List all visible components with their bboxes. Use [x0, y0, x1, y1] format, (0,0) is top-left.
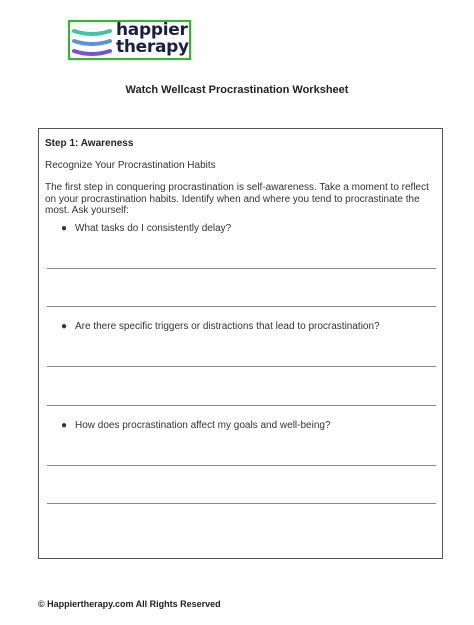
question-item: [61, 321, 380, 332]
section-subtitle: Recognize Your Procrastination Habits: [45, 160, 216, 171]
question-text: How does procrastination affect my goals and well-being?: [75, 420, 331, 431]
answer-line[interactable]: [47, 306, 436, 307]
copyright-footer: © Happiertherapy.com All Rights Reserved: [38, 599, 221, 609]
question-item: [61, 223, 231, 234]
logo-word-2: therapy: [116, 37, 189, 57]
bullet-icon: ●: [61, 420, 68, 431]
answer-line[interactable]: [47, 405, 436, 406]
question-item: [61, 420, 331, 431]
question-text: What tasks do I consistently delay?: [75, 223, 232, 234]
answer-line[interactable]: [47, 503, 436, 504]
worksheet-section: [38, 128, 443, 559]
question-text: Are there specific triggers or distractions that lead to procrastination?: [75, 321, 380, 332]
intro-paragraph: The first step in conquering procrastination is self-awareness. Take a moment to reflect on your procrastination habits. Identify when and where you tend to procrastinate the most. Ask yourself:: [45, 182, 429, 216]
brand-logo: [68, 20, 191, 60]
step-heading: Step 1: Awareness: [45, 138, 134, 149]
logo-waves-icon: [72, 25, 112, 57]
answer-line[interactable]: [47, 465, 436, 466]
answer-line[interactable]: [47, 268, 436, 269]
logo-word-1: happier: [116, 20, 188, 40]
page-title: Watch Wellcast Procrastination Worksheet: [125, 84, 349, 96]
bullet-icon: ●: [61, 321, 68, 332]
bullet-icon: ●: [61, 223, 68, 234]
answer-line[interactable]: [47, 366, 436, 367]
